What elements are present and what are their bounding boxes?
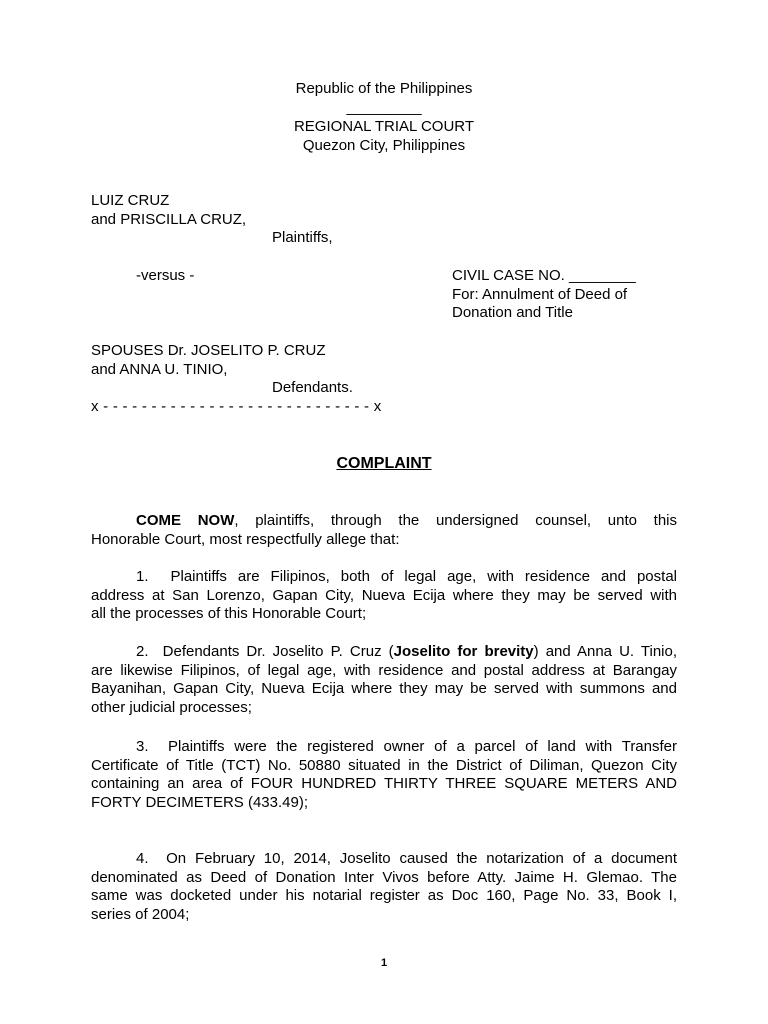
text-segment: Certificate of Title (TCT) No. 50880 situated in the District of Diliman, Quezon City [91, 756, 677, 774]
paragraph-line [91, 568, 677, 587]
bold-text-segment: COME NOW [136, 512, 235, 529]
paragraph-line [91, 643, 677, 662]
paragraph-3 [91, 738, 677, 813]
court-name: REGIONAL TRIAL COURT [293, 118, 475, 135]
text-segment: 4. On February 10, 2014, Joselito caused the notarization of a document [136, 850, 677, 867]
paragraph-line [91, 757, 677, 776]
paragraph-line [91, 680, 677, 699]
republic-line: Republic of the Philippines [295, 80, 473, 97]
text-segment: 2. Defendants Dr. Joselito P. Cruz ( [136, 643, 394, 660]
paragraph-line [91, 906, 677, 925]
plaintiff-name: and PRISCILLA CRUZ, [91, 211, 247, 228]
text-segment: containing an area of FOUR HUNDRED THIRTY THREE SQUARE METERS AND [91, 775, 677, 793]
paragraph-line [91, 662, 677, 681]
plaintiff-name: LUIZ CRUZ [91, 192, 170, 209]
paragraph-line [91, 869, 677, 888]
versus-label: -versus - [136, 267, 195, 284]
paragraph-line [91, 587, 677, 606]
paragraph-4 [91, 850, 677, 925]
paragraph-line [91, 738, 677, 757]
page-number: 1 [380, 957, 388, 969]
text-segment: denominated as Deed of Donation Inter Vivos before Atty. Jaime H. Glemao. The [91, 868, 677, 886]
text-segment: series of 2004; [91, 906, 190, 924]
paragraph-line [91, 850, 677, 869]
text-segment: address at San Lorenzo, Gapan City, Nueva Ecija where they may be served with [91, 586, 677, 604]
court-location: Quezon City, Philippines [302, 137, 466, 154]
paragraph-line [91, 531, 677, 550]
text-segment: ) and Anna U. Tinio, [533, 643, 677, 660]
text-segment: 3. Plaintiffs were the registered owner of a parcel of land with Transfer [136, 738, 677, 755]
plaintiffs-label: Plaintiffs, [272, 229, 333, 246]
paragraph-line [91, 605, 677, 624]
defendant-name: and ANNA U. TINIO, [91, 361, 228, 378]
case-subject-line: Donation and Title [452, 304, 573, 321]
civil-case-number: CIVIL CASE NO. ________ [452, 267, 636, 284]
paragraph-line [91, 699, 677, 718]
paragraph-intro [91, 512, 677, 549]
text-segment: Honorable Court, most respectfully allege that: [91, 530, 400, 548]
paragraph-line [91, 794, 677, 813]
text-segment: , plaintiffs, through the undersigned counsel, unto this [234, 512, 677, 529]
paragraph-line [91, 887, 677, 906]
defendants-label: Defendants. [272, 379, 353, 396]
defendant-name: SPOUSES Dr. JOSELITO P. CRUZ [91, 342, 326, 359]
bold-text-segment: Joselito for brevity [393, 643, 534, 660]
caption-separator: x - - - - - - - - - - - - - - - - - - - - - - - - - - - - x [91, 398, 382, 415]
text-segment: FORTY DECIMETERS (433.49); [91, 794, 309, 812]
text-segment: Bayanihan, Gapan City, Nueva Ecija where they may be served with summons and [91, 680, 677, 698]
text-segment: same was docketed under his notarial register as Doc 160, Page No. 33, Book I, [91, 887, 677, 905]
branch-blank: _________ [346, 99, 422, 116]
paragraph-line [91, 512, 677, 531]
paragraph-2 [91, 643, 677, 718]
document-title: COMPLAINT [336, 455, 432, 472]
text-segment: other judicial processes; [91, 699, 252, 717]
text-segment: 1. Plaintiffs are Filipinos, both of legal age, with residence and postal [136, 568, 677, 585]
paragraph-1 [91, 568, 677, 624]
court-header [0, 79, 768, 155]
paragraph-line [91, 775, 677, 794]
text-segment: all the processes of this Honorable Court; [91, 605, 367, 623]
case-subject-line: For: Annulment of Deed of [452, 286, 628, 303]
text-segment: are likewise Filipinos, of legal age, with residence and postal address at Barangay [91, 661, 677, 679]
